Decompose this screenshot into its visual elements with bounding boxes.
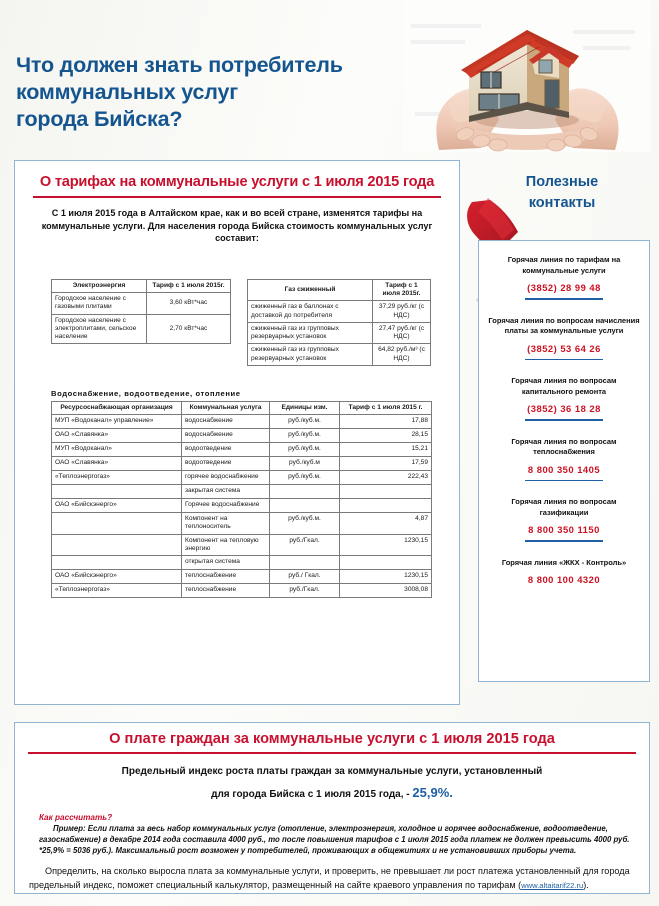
payment-index-line-2 <box>29 781 635 806</box>
column-header-gas: Газ сжиженный <box>248 280 373 301</box>
column-header-tariff: Тариф с 1 июля 2015г. <box>147 280 231 293</box>
tariff-calculator-link[interactable]: www.altaitarif22.ru <box>521 880 584 890</box>
payment-heading-divider <box>28 752 637 754</box>
cell-tariff: 1230,15 <box>340 570 432 584</box>
table-row <box>52 314 231 344</box>
table-row <box>52 556 432 570</box>
table-header-row <box>52 402 432 415</box>
table-row <box>248 344 431 365</box>
cell-tariff: 3,60 кВт*час <box>147 293 231 314</box>
cell-organization: МУП «Водоканал» управление» <box>52 415 182 429</box>
contact-item <box>479 255 649 300</box>
table-row <box>52 457 432 471</box>
hands-holding-house-photo <box>403 0 651 152</box>
table-header-row <box>248 280 431 301</box>
cell-service: теплоснабжение <box>182 584 270 598</box>
cell-tariff: 222,43 <box>340 471 432 485</box>
table-row <box>52 534 432 555</box>
contacts-card <box>478 240 650 682</box>
water-heating-tariff-table <box>51 401 432 598</box>
tariff-section-card <box>14 160 460 705</box>
cell-tariff: 1230,15 <box>340 534 432 555</box>
how-to-calculate-title: Как рассчитать? <box>39 813 113 823</box>
cell-units <box>270 485 340 499</box>
cell-organization: «Теплоэнергогаз» <box>52 471 182 485</box>
cell-organization: ОАО «Славянка» <box>52 429 182 443</box>
cell-units: руб./куб.м. <box>270 415 340 429</box>
calculator-note-tail: ). <box>583 879 589 890</box>
cell-category: сжиженный газ в баллонах с доставкой до потребителя <box>248 301 373 322</box>
table-row <box>52 429 432 443</box>
cell-organization: МУП «Водоканал» <box>52 443 182 457</box>
contact-divider <box>525 480 603 482</box>
cell-tariff: 15,21 <box>340 443 432 457</box>
contact-item <box>479 558 649 586</box>
contact-divider <box>525 540 603 542</box>
column-header-units: Единицы изм. <box>270 402 340 415</box>
payment-index-percent: 25,9%. <box>412 784 453 800</box>
cell-category: сжиженный газ из групповых резервуарных установок <box>248 344 373 365</box>
contact-item <box>479 316 649 361</box>
cell-service: Горячее водоснабжение <box>182 499 270 513</box>
cell-tariff: 37,29 руб./кг (с НДС) <box>373 301 431 322</box>
payment-index-line-2-text: для города Бийска с 1 июля 2015 года, - <box>211 788 413 800</box>
cell-units <box>270 499 340 513</box>
cell-units: руб./ Гкал. <box>270 570 340 584</box>
calculator-note <box>29 865 635 891</box>
payment-index-line-1: Предельный индекс роста платы граждан за коммунальные услуги, установленный <box>121 765 543 777</box>
table-row <box>52 415 432 429</box>
contact-label: Горячая линия по вопросам теплоснабжения <box>511 436 617 457</box>
cell-units: руб./куб.м. <box>270 471 340 485</box>
contact-phone-number[interactable]: 8 800 350 1150 <box>528 524 600 536</box>
cell-tariff: 2,70 кВт*час <box>147 314 231 344</box>
table-row <box>52 499 432 513</box>
cell-tariff: 4,87 <box>340 513 432 534</box>
contact-divider <box>525 298 603 300</box>
water-section-subheading: Водоснабжение, водоотведение, отопление <box>51 389 241 398</box>
cell-category: Городское население с газовыми плитами <box>52 293 147 314</box>
cell-tariff: 27,47 руб./кг (с НДС) <box>373 322 431 343</box>
cell-category: сжиженный газ из групповых резервуарных установок <box>248 322 373 343</box>
cell-service: водоснабжение <box>182 415 270 429</box>
table-row <box>52 293 231 314</box>
cell-tariff <box>340 556 432 570</box>
cell-service: водоснабжение <box>182 429 270 443</box>
table-row <box>248 301 431 322</box>
cell-tariff: 64,82 руб./м³ (с НДС) <box>373 344 431 365</box>
contact-phone-number[interactable]: 8 800 100 4320 <box>527 574 601 586</box>
contact-item <box>479 376 649 421</box>
cell-organization <box>52 556 182 570</box>
calculator-note-text: Определить, на сколько выросла плата за коммунальные услуги, и проверить, не превышает ли рост платежа установленный для города предельный индекс, поможет специальный калькулятор, размещенный на сайте краевого управления по тарифам ( <box>29 866 630 890</box>
liquefied-gas-tariff-table <box>247 279 431 366</box>
table-row <box>248 322 431 343</box>
contact-divider <box>525 359 603 361</box>
tariff-section-heading: О тарифах на коммунальные услуги с 1 июля 2015 года <box>39 174 435 190</box>
cell-units: руб./куб.м. <box>270 443 340 457</box>
contact-label: Горячая линия по вопросам начисления платы за коммунальные услуги <box>488 315 640 336</box>
contact-label: Горячая линия по вопросам капитального ремонта <box>511 376 617 396</box>
cell-tariff <box>340 499 432 513</box>
tariff-section-intro: С 1 июля 2015 года в Алтайском крае, как и во всей стране, изменятся тарифы на коммунальные услуги. Для населения города Бийска стоимость коммунальных услуг составит: <box>41 207 433 244</box>
contact-divider <box>525 419 603 421</box>
cell-organization <box>52 485 182 499</box>
page-title <box>16 52 436 133</box>
cell-service: водоотведение <box>182 443 270 457</box>
page-title-line-1: Что должен знать потребитель <box>16 53 343 77</box>
contact-item <box>479 437 649 482</box>
page-title-line-2: коммунальных услуг <box>16 80 238 105</box>
tariff-heading-divider <box>33 196 441 198</box>
column-header-service: Коммунальная услуга <box>182 402 270 415</box>
cell-units: руб./куб.м. <box>270 429 340 443</box>
cell-category: Городское население с электроплитами, сельское население <box>52 314 147 344</box>
contact-phone-number[interactable]: (3852) 28 99 48 <box>527 282 601 293</box>
how-to-calculate-example: Пример: Если плата за весь набор коммунальных услуг (отопление, электроэнергия, холодное и горячее водоснабжение, водоотведение, газоснабжение) в декабре 2014 года составила 4000 руб., то после повышения тарифов с 1 июля 2015 года платеж не должен превысить 4000 руб. *25,9% = 5036 руб.). Максимальный рост возможен у потребителей, проживающих в общежитиях и не установивших приборы учета. <box>39 824 630 856</box>
contact-label: Горячая линия по вопросам газификации <box>511 497 617 517</box>
cell-tariff <box>340 485 432 499</box>
cell-organization: ОАО «Славянка» <box>52 457 182 471</box>
contact-phone-number[interactable]: (3852) 53 64 26 <box>527 342 601 354</box>
table-row <box>52 471 432 485</box>
cell-units: руб./Гкал. <box>270 534 340 555</box>
page-title-line-3: города Бийска? <box>16 107 183 132</box>
table-header-row <box>52 280 231 293</box>
cell-units <box>270 556 340 570</box>
cell-service: закрытая система <box>182 485 270 499</box>
cell-tariff: 28,15 <box>340 429 432 443</box>
table-row <box>52 513 432 534</box>
cell-tariff: 17,59 <box>340 457 432 471</box>
cell-units: руб./Гкал. <box>270 584 340 598</box>
contact-phone-number[interactable]: 8 800 350 1405 <box>527 463 601 475</box>
contact-label: Горячая линия «ЖКХ - Контроль» <box>501 557 627 567</box>
column-header-electricity: Электроэнергия <box>52 280 147 293</box>
poster-header <box>0 0 659 152</box>
column-header-tariff: Тариф с 1 июля 2015 г. <box>340 402 432 415</box>
cell-service: теплоснабжение <box>182 570 270 584</box>
table-row <box>52 443 432 457</box>
cell-tariff: 17,88 <box>340 415 432 429</box>
payment-section-card <box>14 722 650 894</box>
how-to-calculate-block <box>39 813 635 856</box>
column-header-tariff: Тариф с 1 июля 2015г. <box>373 280 431 301</box>
cell-tariff: 3008,08 <box>340 584 432 598</box>
column-header-organization: Ресурсоснабжающая организация <box>52 402 182 415</box>
contact-phone-number[interactable]: (3852) 36 18 28 <box>527 403 601 415</box>
table-row <box>52 485 432 499</box>
contact-item <box>479 497 649 542</box>
cell-organization: ОАО «Бийскэнерго» <box>52 499 182 513</box>
table-row <box>52 570 432 584</box>
contacts-title-line-1: Полезные <box>525 174 599 190</box>
table-row <box>52 584 432 598</box>
cell-organization: ОАО «Бийскэнерго» <box>52 570 182 584</box>
cell-service: горячее водоснабжение <box>182 471 270 485</box>
payment-section-heading: О плате граждан за коммунальные услуги с 1 июля 2015 года <box>109 731 555 747</box>
contact-label: Горячая линия по тарифам на коммунальные услуги <box>507 255 621 275</box>
cell-service: Компонент на тепловую энергию <box>182 534 270 555</box>
cell-organization <box>52 534 182 555</box>
cell-service: Компонент на теплоноситель <box>182 513 270 534</box>
cell-service: водоотведение <box>182 457 270 471</box>
cell-service: открытая система <box>182 556 270 570</box>
electricity-tariff-table <box>51 279 231 344</box>
cell-units: руб./куб.м. <box>270 513 340 534</box>
payment-index-statement <box>29 762 635 806</box>
cell-organization: «Теплоэнергогаз» <box>52 584 182 598</box>
cell-units: руб./куб.м <box>270 457 340 471</box>
contacts-title-line-2: контакты <box>528 194 596 211</box>
cell-organization <box>52 513 182 534</box>
